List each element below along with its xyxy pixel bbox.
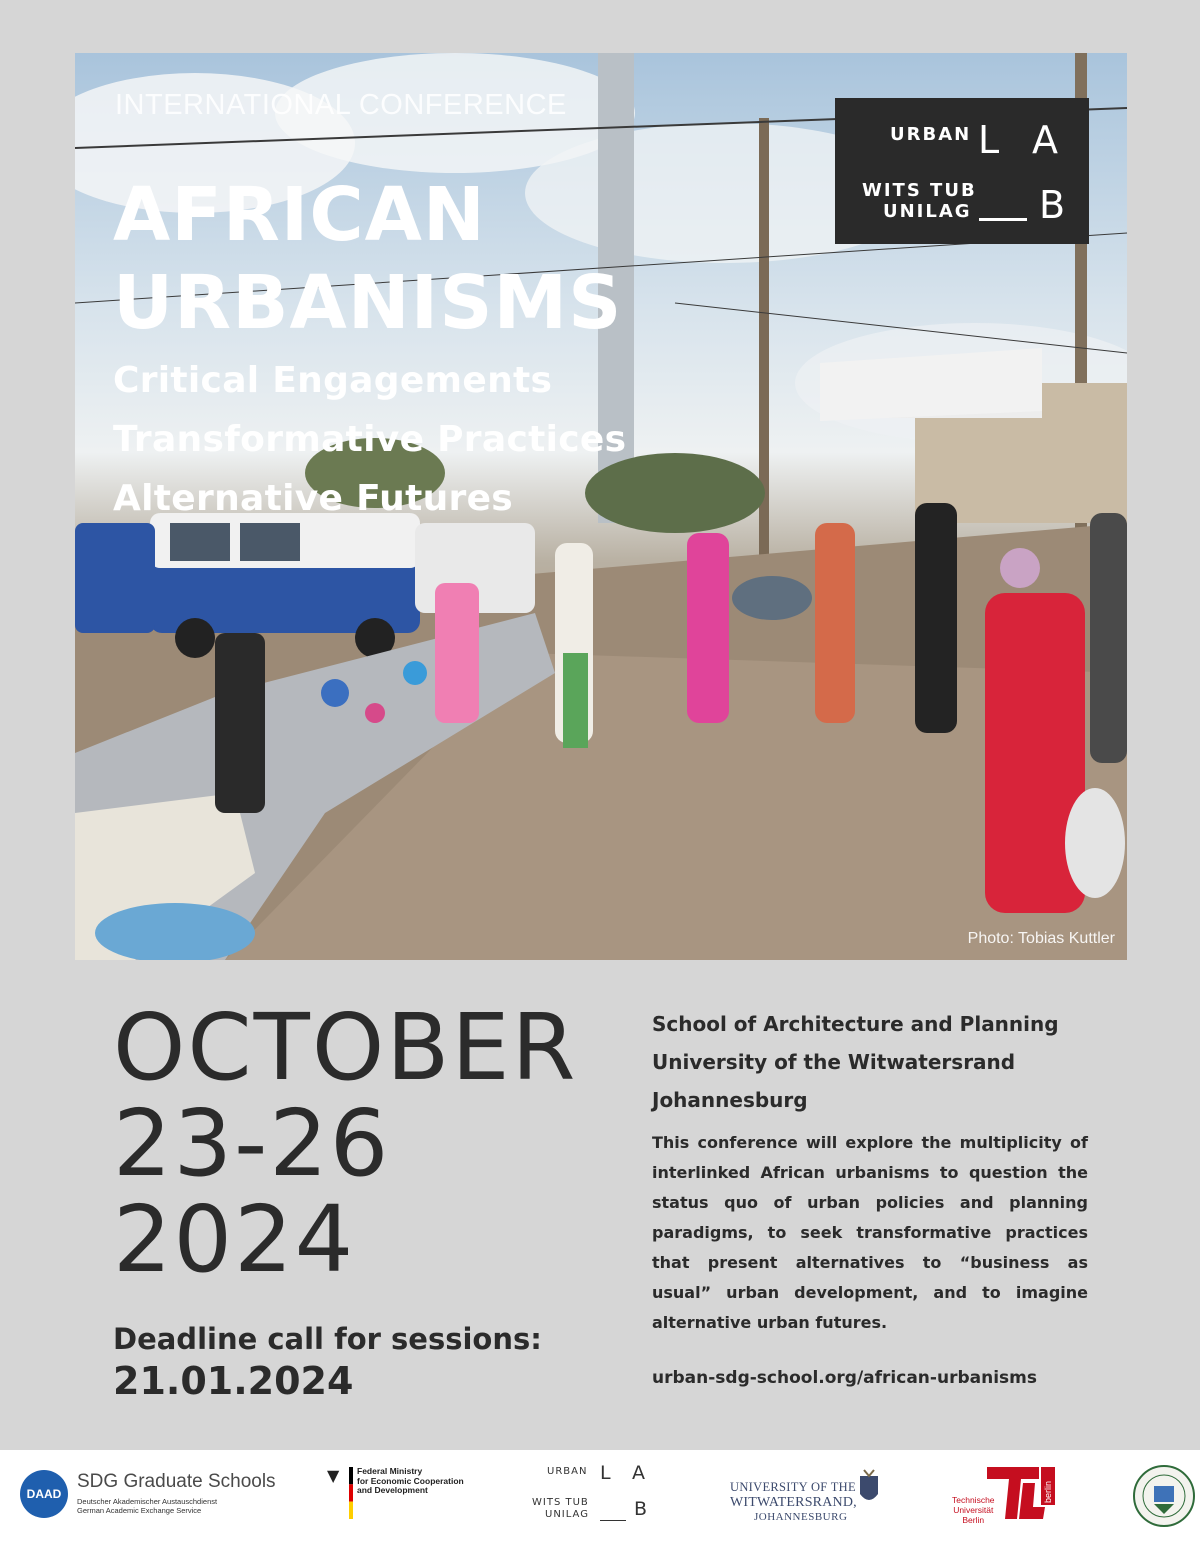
- venue-line-3: Johannesburg: [652, 1088, 808, 1112]
- deadline-date: 21.01.2024: [113, 1359, 354, 1403]
- deadline-block: [113, 1318, 542, 1402]
- subtitle-3: Alternative Futures: [113, 478, 514, 519]
- wits-line-2: WITWATERSRAND,: [730, 1495, 857, 1510]
- deadline-label: Deadline call for sessions:: [113, 1322, 542, 1356]
- urban-lab-logo: [835, 98, 1089, 244]
- subtitle-2: Transformative Practices: [113, 419, 627, 460]
- title-line-1: AFRICAN: [113, 172, 486, 258]
- wits-line-3: JOHANNESBURG: [754, 1511, 848, 1523]
- wits-university-logo: [730, 1480, 857, 1523]
- logo-letter-a: A: [1032, 118, 1058, 162]
- logo-word-wits-tub: WITS TUB: [862, 180, 977, 201]
- unilag-seal-icon: [1132, 1464, 1196, 1528]
- event-date: [113, 994, 578, 1293]
- german-flag-icon: [349, 1467, 353, 1519]
- bmz-logo-text: [357, 1467, 464, 1496]
- conference-title: [113, 171, 622, 347]
- small-logo-l: L: [600, 1462, 611, 1484]
- event-month: OCTOBER: [113, 994, 578, 1101]
- sponsor-logos: [0, 1450, 1200, 1543]
- logo-underscore: [979, 218, 1027, 221]
- small-logo-underscore: [600, 1520, 626, 1521]
- bmz-line-2: for Economic Cooperation: [357, 1475, 464, 1486]
- conference-kicker: INTERNATIONAL CONFERENCE: [115, 89, 567, 121]
- logo-word-unilag: UNILAG: [883, 201, 972, 222]
- logo-letter-l: L: [978, 118, 1000, 162]
- daad-subtitle-en: German Academic Exchange Service: [77, 1506, 202, 1515]
- small-logo-unilag: UNILAG: [545, 1509, 589, 1520]
- website-link[interactable]: urban-sdg-school.org/african-urbanisms: [652, 1368, 1037, 1388]
- conference-description: This conference will explore the multiplicity of interlinked African urbanisms to question the status quo of urban policies and planning paradigms, to seek transformative practices that present alternatives to “business as usual” urban development, and to imagine alternative urban futures.: [652, 1133, 1088, 1332]
- venue-block: [652, 1005, 1059, 1119]
- photo-credit: Photo: Tobias Kuttler: [967, 930, 1115, 947]
- tu-mark-text: berlin: [1043, 1480, 1053, 1503]
- event-days: 23-26: [113, 1090, 391, 1197]
- daad-subtitle-de: Deutscher Akademischer Austauschdienst: [77, 1497, 218, 1506]
- conference-subtitles: [113, 351, 626, 528]
- tu-line-2: Universität: [953, 1505, 994, 1515]
- small-logo-urban: URBAN: [547, 1466, 588, 1477]
- logo-letter-b: B: [1039, 183, 1066, 227]
- daad-title: SDG Graduate Schools: [77, 1471, 276, 1492]
- logo-word-urban: URBAN: [890, 124, 972, 145]
- daad-logo-mark: DAAD: [20, 1470, 68, 1518]
- subtitle-1: Critical Engagements: [113, 360, 553, 401]
- title-line-2: URBANISMS: [113, 260, 623, 346]
- daad-subtitle: [77, 1497, 217, 1515]
- eagle-icon: ▼: [327, 1466, 340, 1485]
- urban-lab-logo-small: [530, 1464, 660, 1524]
- bmz-line-3: and Development: [357, 1485, 428, 1495]
- wits-crest-icon: [858, 1468, 880, 1508]
- event-year: 2024: [113, 1186, 356, 1293]
- market-photo: [75, 53, 1127, 960]
- venue-line-1: School of Architecture and Planning: [652, 1012, 1059, 1036]
- venue-line-2: University of the Witwatersrand: [652, 1050, 1016, 1074]
- small-logo-wits-tub: WITS TUB: [532, 1497, 589, 1508]
- wits-line-1: UNIVERSITY OF THE: [730, 1480, 856, 1494]
- bmz-line-1: Federal Ministry: [357, 1466, 423, 1476]
- small-logo-a: A: [632, 1462, 645, 1484]
- small-logo-b: B: [634, 1498, 648, 1520]
- tu-berlin-logo-mark: [987, 1467, 1055, 1519]
- tu-line-1: Technische: [952, 1495, 995, 1505]
- tu-line-3: Berlin: [962, 1515, 985, 1525]
